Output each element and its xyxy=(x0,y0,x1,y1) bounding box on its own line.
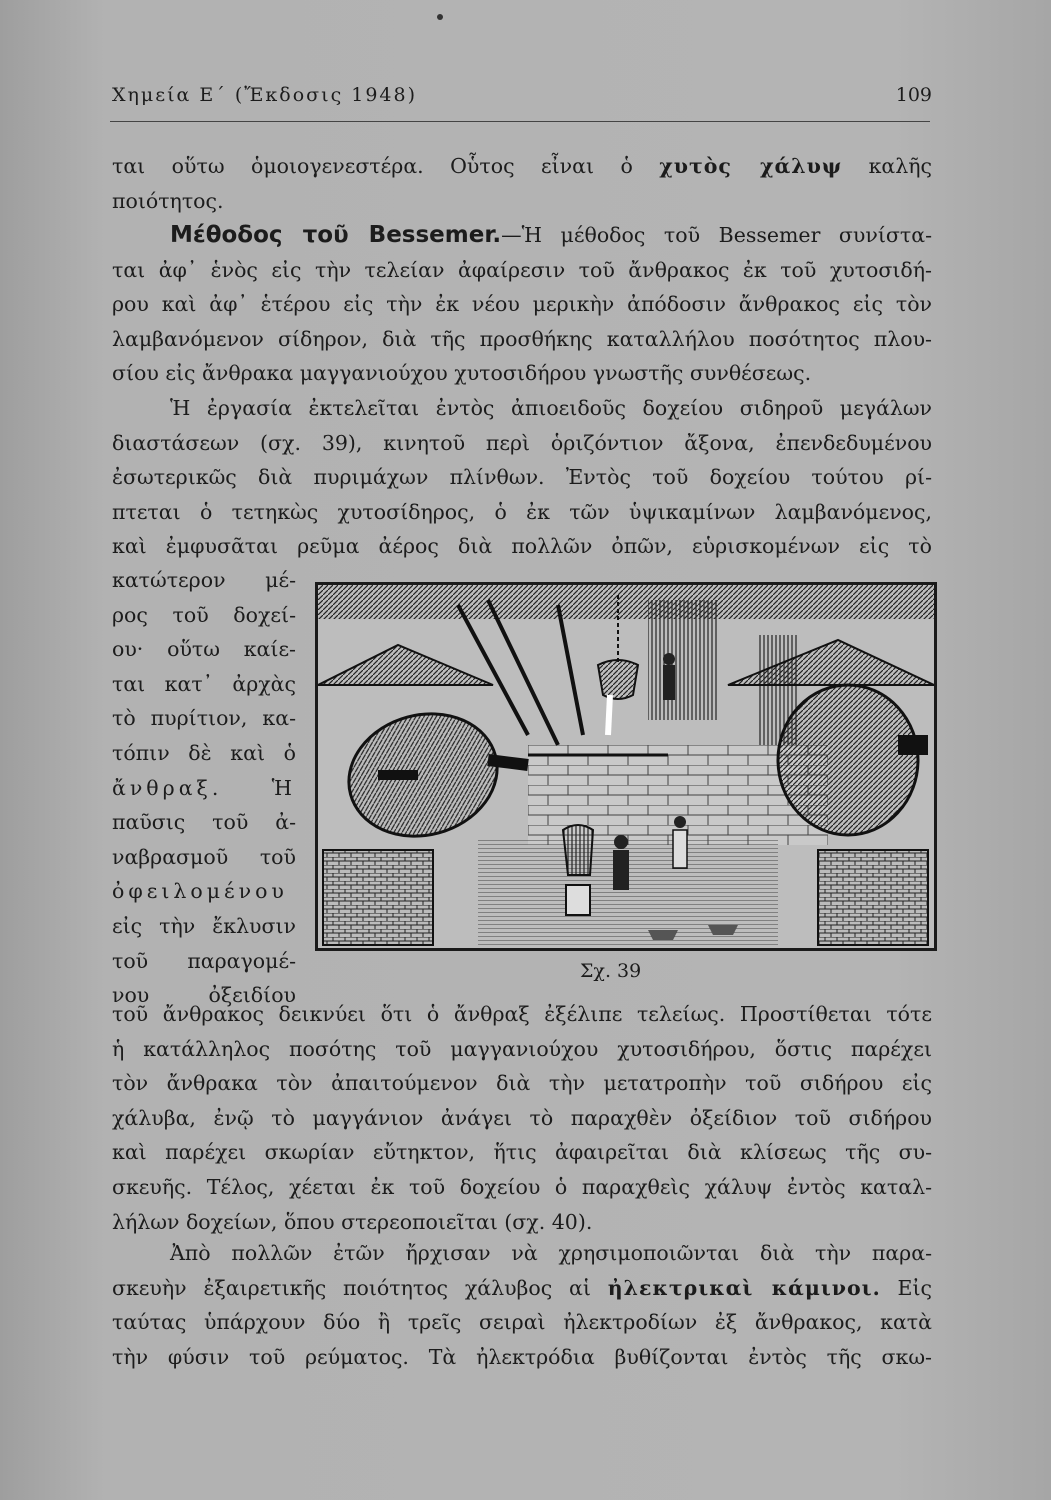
figure-caption: Σχ. 39 xyxy=(580,960,642,982)
bessemer-engraving xyxy=(318,585,934,948)
text-line: σκευῆς. Τέλος, χέεται ἐκ τοῦ δοχείου ὁ παραχθεὶς χάλυψ ἐντὸς καταλ- xyxy=(112,1174,932,1199)
text-line: ἄνθραξ. Ἡ xyxy=(112,775,296,800)
text-line: παῦσις τοῦ ἀ- xyxy=(112,810,296,835)
text-line: χάλυβα, ἐνῷ τὸ μαγγάνιον ἀνάγει τὸ παραχθὲν ὀξείδιον τοῦ σιδήρου xyxy=(112,1105,932,1130)
text-line: πτεται ὁ τετηκὼς χυτοσίδηρος, ὁ ἐκ τῶν ὑψικαμίνων λαμβανόμενος, xyxy=(112,499,932,524)
text-line: ται κατ᾿ ἀρχὰς xyxy=(112,671,296,696)
text-line: κατώτερον μέ- xyxy=(112,568,296,592)
electric-furnace-paragraph xyxy=(112,1236,932,1374)
text-line: τὴν φύσιν τοῦ ρεύματος. Τὰ ἠλεκτρόδια βυθίζονται ἐντὸς τῆς σκω- xyxy=(112,1344,932,1369)
text-line: ται ἀφ᾿ ἑνὸς εἰς τὴν τελείαν ἀφαίρεσιν τοῦ ἄνθρακος ἐκ τοῦ χυτοσιδή- xyxy=(112,257,932,282)
text-line: Μέθοδος τοῦ Bessemer.—Ἡ μέθοδος τοῦ Bessemer συνίστα- xyxy=(170,222,932,248)
text-line: τοῦ ἄνθρακος δεικνύει ὅτι ὁ ἄνθραξ ἐξέλιπε τελείως. Προστίθεται τότε xyxy=(112,1002,932,1026)
figure-bessemer-illustration xyxy=(315,582,937,951)
text-line: νου ὀξειδίου xyxy=(112,983,296,1008)
header-title: Χημεία Ε΄ (Ἔκδοσις 1948) xyxy=(112,84,418,106)
ink-dot xyxy=(437,14,443,20)
bold-term: ἠλεκτρικαὶ κάμινοι. xyxy=(607,1275,881,1300)
text-line: ὀφειλομένου xyxy=(112,879,288,904)
running-header xyxy=(112,84,932,114)
text-line: ναβρασμοῦ τοῦ xyxy=(112,844,296,869)
process-paragraph xyxy=(112,391,932,564)
text-line: ἡ κατάλληλος ποσότης τοῦ μαγγανιούχου χυτοσιδήρου, ὅστις παρέχει xyxy=(112,1036,932,1061)
text-line: σκευὴν ἐξαιρετικῆς ποιότητος χάλυβος αἱ ἠλεκτρικαὶ κάμινοι. Εἰς xyxy=(112,1275,933,1300)
text-line: τὸν ἄνθρακα τὸν ἀπαιτούμενον διὰ τὴν μετατροπὴν τοῦ σιδήρου εἰς xyxy=(112,1071,932,1096)
bold-term: χυτὸς χάλυψ xyxy=(659,154,843,178)
top-paragraph xyxy=(112,149,932,218)
side-column xyxy=(112,563,296,1013)
text-line: εἰς τὴν ἔκλυσιν xyxy=(112,913,296,938)
text-line: διαστάσεων (σχ. 39), κινητοῦ περὶ ὁριζόντιον ἄξονα, ἐπενδεδυμένου xyxy=(112,430,932,455)
text-line: ρου καὶ ἀφ᾿ ἑτέρου εἰς τὴν ἐκ νέου μερικὴν ἀπόδοσιν ἄνθρακος εἰς τὸν xyxy=(112,292,932,317)
text-line: σίου εἰς ἄνθρακα μαγγανιούχου χυτοσιδήρου γνωστῆς συνθέσεως. xyxy=(112,361,812,386)
section-heading: Μέθοδος τοῦ Bessemer. xyxy=(170,222,502,248)
text-line: καὶ ἐμφυσᾶται ρεῦμα ἀέρος διὰ πολλῶν ὀπῶν, εὑρισκομένων εἰς τὸ xyxy=(112,534,932,559)
text-line: ται οὕτω ὁμοιογενεστέρα. Οὗτος εἶναι ὁ χυτὸς χάλυψ καλῆς xyxy=(112,154,932,178)
header-rule xyxy=(110,121,930,122)
text-line: τοῦ παραγομέ- xyxy=(112,948,296,973)
text-line: ρος τοῦ δοχεί- xyxy=(112,602,296,627)
text-line: Ἀπὸ πολλῶν ἐτῶν ἤρχισαν νὰ χρησιμοποιῶνται διὰ τὴν παρα- xyxy=(170,1241,932,1265)
text-line: ποιότητος. xyxy=(112,188,224,213)
text-line: λήλων δοχείων, ὅπου στερεοποιεῖται (σχ. 40). xyxy=(112,1209,593,1234)
after-figure-paragraph xyxy=(112,997,932,1239)
text-line: ου· οὕτω καίε- xyxy=(112,637,296,662)
text-line: καὶ παρέχει σκωρίαν εὔτηκτον, ἥτις ἀφαιρεῖται διὰ κλίσεως τῆς συ- xyxy=(112,1140,932,1165)
text-line: τὸ πυρίτιον, κα- xyxy=(112,706,296,731)
bessemer-paragraph xyxy=(112,218,932,391)
text-line: ἐσωτερικῶς διὰ πυριμάχων πλίνθων. Ἐντὸς τοῦ δοχείου τούτου ρί- xyxy=(112,465,932,490)
text-line: λαμβανόμενον σίδηρον, διὰ τῆς προσθήκης καταλλήλου ποσότητος πλου- xyxy=(112,326,932,351)
page-number: 109 xyxy=(895,84,932,106)
text-line: ταύτας ὑπάρχουν δύο ἢ τρεῖς σειραὶ ἠλεκτροδίων ἐξ ἄνθρακος, κατὰ xyxy=(112,1310,932,1335)
text-line: Ἡ ἐργασία ἐκτελεῖται ἐντὸς ἀπιοειδοῦς δοχείου σιδηροῦ μεγάλων xyxy=(170,396,932,420)
text-line: τόπιν δὲ καὶ ὁ xyxy=(112,740,296,765)
